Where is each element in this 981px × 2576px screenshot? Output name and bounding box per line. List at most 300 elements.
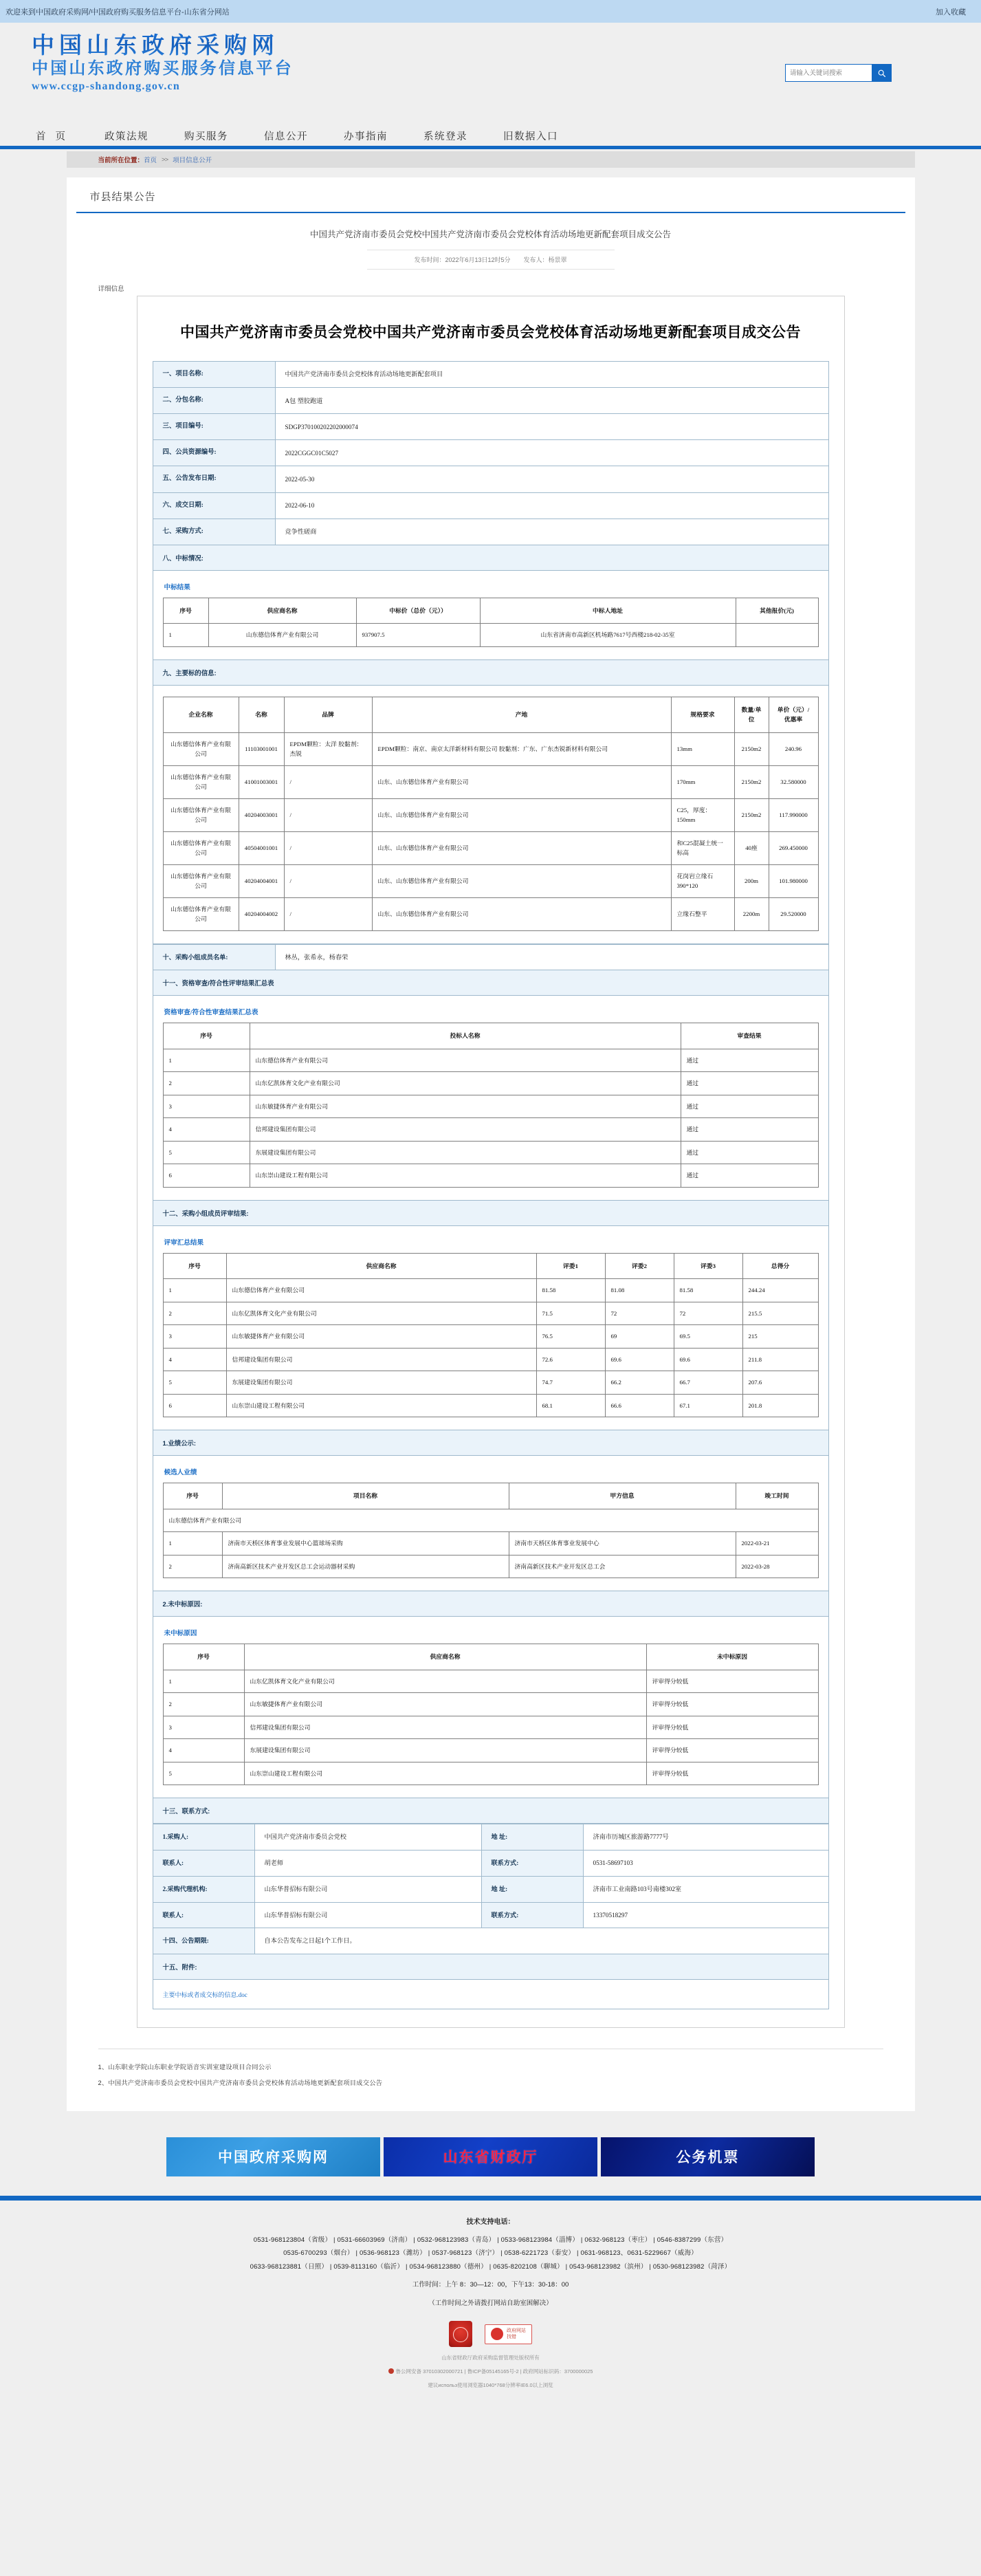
cell-spec: C25，厚度：150mm — [671, 798, 734, 831]
cell-price: 937907.5 — [356, 624, 480, 647]
welcome-text: 欢迎来到中国政府采购网/中国政府购买服务信息平台-山东省分网站 — [5, 8, 230, 17]
cell-judge-1: 76.5 — [536, 1325, 605, 1349]
cell-result: 通过 — [681, 1118, 818, 1142]
cell-other-price — [736, 624, 818, 647]
table-row — [153, 362, 828, 388]
cell-index: 4 — [163, 1739, 244, 1762]
phone-value: 0531-58697103 — [583, 1851, 828, 1877]
site-logo[interactable] — [32, 32, 294, 94]
table-row — [163, 1394, 818, 1417]
cell-supplier: 山东崇山建设工程有限公司 — [226, 1394, 536, 1417]
phone-label: 联系方式: — [481, 1851, 583, 1877]
cell-supplier: 东展建设集团有限公司 — [226, 1371, 536, 1395]
nav-item-home[interactable]: 首 页 — [36, 131, 69, 142]
site-header — [0, 23, 981, 125]
section-8-heading: 八、中标情况: — [153, 545, 829, 571]
agency-label: 2.采购代理机构: — [153, 1876, 254, 1902]
contact-table — [153, 1824, 829, 1954]
cell-qty: 2150m2 — [734, 765, 769, 798]
national-emblem-icon — [449, 2321, 472, 2347]
breadcrumb-separator: >> — [162, 155, 168, 164]
table-header-row — [163, 1483, 818, 1509]
cell-spec: 和C25混凝土统一标高 — [671, 831, 734, 864]
main-navigation[interactable] — [0, 125, 981, 146]
breadcrumb — [67, 151, 915, 168]
site-search[interactable] — [785, 64, 892, 82]
cell-index: 3 — [163, 1095, 250, 1118]
cell-result: 通过 — [681, 1141, 818, 1164]
cell-index: 6 — [163, 1164, 250, 1188]
cell-brand: / — [284, 897, 372, 930]
cell-party-a: 济南市天桥区体育事业发展中心 — [509, 1532, 736, 1556]
breadcrumb-home[interactable]: 首页 — [144, 157, 157, 164]
address-value: 济南市历城区旅游路7777号 — [583, 1824, 828, 1851]
announcement-meta — [367, 250, 615, 270]
cell-index: 1 — [163, 1049, 250, 1072]
table-row — [153, 1902, 828, 1928]
table-row — [163, 897, 818, 930]
cell-origin: 山东、山东德信体育产业有限公司 — [372, 765, 671, 798]
agency-phone-label: 联系方式: — [481, 1902, 583, 1928]
announcement-heading: 中国共产党济南市委员会党校中国共产党济南市委员会党校体育活动场地更新配套项目成交公告 — [309, 230, 671, 239]
cell-supplier: 山东崇山建设工程有限公司 — [244, 1762, 646, 1785]
support-title: 技术支持电话： — [466, 2218, 515, 2226]
add-favorite-link[interactable]: 加入收藏 — [936, 8, 966, 17]
cell-supplier: 山东亿凯体育文化产业有限公司 — [244, 1670, 646, 1693]
banner-shandong-finance[interactable] — [384, 2137, 597, 2176]
table-row — [163, 798, 818, 831]
badge-line-2: 找错 — [507, 2335, 516, 2340]
related-announcements — [98, 2049, 883, 2087]
cell-brand: / — [284, 765, 372, 798]
cell-judge-1: 81.58 — [536, 1279, 605, 1302]
col-judge-1: 评委1 — [536, 1253, 605, 1279]
cell-name: 40204004002 — [239, 897, 284, 930]
logo-title-cn: 中国山东政府采购网 — [32, 32, 294, 60]
cell-judge-3: 81.58 — [674, 1279, 742, 1302]
cell-name: 40504001001 — [239, 831, 284, 864]
cell-result: 通过 — [681, 1095, 818, 1118]
cell-judge-3: 66.7 — [674, 1371, 742, 1395]
col-result: 审查结果 — [681, 1023, 818, 1049]
cell-index: 2 — [163, 1555, 222, 1578]
meta-key: 三、项目编号: — [153, 414, 275, 440]
table-row — [153, 1824, 828, 1851]
cell-date: 2022-03-21 — [736, 1532, 818, 1556]
table-row — [163, 1279, 818, 1302]
meta-key: 四、公共资源编号: — [153, 440, 275, 466]
working-hours: 工作时间：上午 8：30—12：00，下午13：30-18：00 — [412, 2281, 569, 2289]
notice-period-label: 十四、公告期限: — [153, 1928, 254, 1954]
logo-subtitle-cn: 中国山东政府购买服务信息平台 — [32, 60, 294, 78]
table-row — [163, 1762, 818, 1785]
table-row — [163, 1555, 818, 1578]
table-row — [163, 1371, 818, 1395]
meta-value: 2022-06-10 — [275, 492, 828, 519]
detail-label: 详细信息 — [98, 285, 124, 293]
performance-table — [163, 1483, 819, 1578]
cell-index: 3 — [163, 1716, 244, 1739]
purchaser-value: 中国共产党济南市委员会党校 — [254, 1824, 481, 1851]
nav-item-services[interactable]: 购买服务 — [184, 131, 229, 142]
gov-website-report-badge[interactable] — [485, 2324, 532, 2344]
table-header-row — [163, 1644, 818, 1670]
cell-index: 2 — [163, 1693, 244, 1716]
cell-unit-price: 29.520000 — [769, 897, 818, 930]
col-index: 序号 — [163, 1253, 226, 1279]
cell-enterprise: 山东德信体育产业有限公司 — [163, 732, 239, 765]
badge-line-1: 政府网站 — [507, 2328, 526, 2333]
publisher: 发布人：杨景翠 — [523, 256, 567, 263]
cell-brand: / — [284, 798, 372, 831]
cell-index: 4 — [163, 1348, 226, 1371]
search-input[interactable] — [786, 65, 872, 81]
cell-total: 215 — [742, 1325, 818, 1349]
section-10-table — [153, 944, 829, 971]
cell-unit-price: 269.450000 — [769, 831, 818, 864]
cell-bidder: 信邦建设集团有限公司 — [250, 1118, 681, 1142]
section-9-heading: 九、主要标的信息: — [153, 660, 829, 686]
meta-key: 五、公告发布日期: — [153, 466, 275, 492]
cell-index: 1 — [163, 1670, 244, 1693]
cell-qty: 200m — [734, 864, 769, 897]
table-row — [163, 1670, 818, 1693]
footer-seals — [0, 2310, 981, 2353]
cell-supplier: 山东亿凯体育文化产业有限公司 — [226, 1302, 536, 1325]
cell-reason: 评审得分较低 — [646, 1693, 818, 1716]
col-index: 序号 — [163, 1644, 244, 1670]
nav-item-disclosure[interactable]: 信息公开 — [264, 131, 309, 142]
table-row — [153, 1851, 828, 1877]
table-row — [163, 1532, 818, 1556]
table-header-row — [163, 697, 818, 732]
list-item[interactable]: 1、山东职业学院山东职业学院语音实训室建设项目合同公示 — [98, 2063, 272, 2071]
cell-total: 207.6 — [742, 1371, 818, 1395]
cell-name: 40204003001 — [239, 798, 284, 831]
section-12-body — [153, 1226, 829, 1431]
meta-value: 中国共产党济南市委员会党校体育活动场地更新配套项目 — [275, 362, 828, 388]
cell-index: 1 — [163, 1532, 222, 1556]
cell-judge-1: 68.1 — [536, 1394, 605, 1417]
agency-contact-value: 山东华普招标有限公司 — [254, 1902, 481, 1928]
cell-name: 11103001001 — [239, 732, 284, 765]
notice-period-value: 自本公告发布之日起1个工作日。 — [254, 1928, 828, 1954]
cell-brand: / — [284, 831, 372, 864]
cell-spec: 花岗岩立缘石390*120 — [671, 864, 734, 897]
performance-subtitle: 候选人业绩 — [164, 1469, 197, 1477]
beian-icon — [388, 2368, 394, 2374]
meta-value: 2022CGGC01C5027 — [275, 440, 828, 466]
table-row — [163, 765, 818, 798]
cell-supplier: 山东德信体育产业有限公司 — [208, 624, 356, 647]
col-origin: 产地 — [372, 697, 671, 732]
cell-date: 2022-03-28 — [736, 1555, 818, 1578]
table-row — [153, 1876, 828, 1902]
table-row — [163, 831, 818, 864]
page-title: 市县结果公告 — [76, 177, 905, 213]
cell-judge-3: 69.6 — [674, 1348, 742, 1371]
banner-china-gov-procurement[interactable] — [166, 2137, 380, 2176]
table-row — [153, 440, 828, 466]
cell-supplier: 山东敏捷体育产业有限公司 — [244, 1693, 646, 1716]
cell-unit-price: 32.580000 — [769, 765, 818, 798]
section-11-body — [153, 996, 829, 1201]
table-row — [163, 1325, 818, 1349]
cell-enterprise: 山东德信体育产业有限公司 — [163, 864, 239, 897]
cell-enterprise: 山东德信体育产业有限公司 — [163, 765, 239, 798]
meta-key: 七、采购方式: — [153, 519, 275, 545]
document-title: 中国共产党济南市委员会党校中国共产党济南市委员会党校体育活动场地更新配套项目成交公告 — [180, 323, 801, 340]
site-footer — [0, 2201, 981, 2399]
cell-enterprise: 山东德信体育产业有限公司 — [163, 798, 239, 831]
search-icon — [877, 69, 886, 78]
cell-unit-price: 101.980000 — [769, 864, 818, 897]
cell-index: 5 — [163, 1371, 226, 1395]
cell-index: 5 — [163, 1762, 244, 1785]
cell-brand: / — [284, 864, 372, 897]
attachment-link[interactable]: 主要中标或者成交标的信息.doc — [162, 1991, 247, 1998]
cell-judge-3: 72 — [674, 1302, 742, 1325]
col-judge-2: 评委2 — [605, 1253, 674, 1279]
copyright-text: 山东省财政厅政府采购监督管理处版权所有 — [441, 2355, 540, 2361]
banner-official-air-ticket[interactable] — [601, 2137, 815, 2176]
col-address: 中标人地址 — [480, 598, 736, 624]
table-row — [163, 864, 818, 897]
col-brand: 品牌 — [284, 697, 372, 732]
cell-index: 2 — [163, 1072, 250, 1095]
cell-brand: EPDM颗粒：太洋 胶黏剂：杰锐 — [284, 732, 372, 765]
cell-index: 3 — [163, 1325, 226, 1349]
meta-key: 一、项目名称: — [153, 362, 275, 388]
col-supplier: 供应商名称 — [244, 1644, 646, 1670]
cell-supplier: 东展建设集团有限公司 — [244, 1739, 646, 1762]
cell-judge-3: 67.1 — [674, 1394, 742, 1417]
col-supplier: 供应商名称 — [226, 1253, 536, 1279]
table-row — [153, 944, 828, 970]
working-hours-note: （工作时间之外请拨打网站自助室困解决） — [428, 2299, 553, 2307]
qualification-subtitle: 资格审查/符合性审查结果汇总表 — [164, 1009, 258, 1017]
cell-index: 1 — [163, 1279, 226, 1302]
table-row — [163, 1348, 818, 1371]
bid-result-table — [163, 598, 819, 647]
cell-index: 6 — [163, 1394, 226, 1417]
nav-item-olddata[interactable]: 旧数据入口 — [503, 131, 559, 142]
col-supplier: 供应商名称 — [208, 598, 356, 624]
icp-value: 鲁公网安备 37010302000721 | 鲁ICP备05145165号-2 | 政府网站标识码：3700000025 — [395, 2368, 593, 2375]
cell-name: 40204004001 — [239, 864, 284, 897]
cell-name: 41001003001 — [239, 765, 284, 798]
table-row — [153, 1928, 828, 1954]
nav-bottom-rule — [0, 146, 981, 149]
publish-time: 发布时间：2022年6月13日12时5分 — [414, 256, 511, 263]
col-unit-price: 单价（元）/优惠率 — [769, 697, 818, 732]
table-header-row — [163, 598, 818, 624]
meta-key: 二、分包名称: — [153, 388, 275, 414]
cell-total: 244.24 — [742, 1279, 818, 1302]
meta-value: SDGP370100202202000074 — [275, 414, 828, 440]
cell-judge-2: 66.6 — [605, 1394, 674, 1417]
content-card — [67, 177, 915, 2111]
evaluation-subtitle: 评审汇总结果 — [164, 1238, 204, 1247]
agency-address-label: 地 址: — [481, 1876, 583, 1902]
cell-unit-price: 117.990000 — [769, 798, 818, 831]
meta-value: A包 塑胶跑道 — [275, 388, 828, 414]
cell-total: 215.5 — [742, 1302, 818, 1325]
cell-judge-1: 74.7 — [536, 1371, 605, 1395]
cell-bidder: 山东亿凯体育文化产业有限公司 — [250, 1072, 681, 1095]
section-12-2-heading: 2.未中标原因: — [153, 1591, 829, 1617]
cell-judge-2: 66.2 — [605, 1371, 674, 1395]
col-qty-unit: 数量/单位 — [734, 697, 769, 732]
table-row — [153, 519, 828, 545]
cell-reason: 评审得分较低 — [646, 1716, 818, 1739]
cell-origin: 山东、山东德信体育产业有限公司 — [372, 897, 671, 930]
cell-enterprise: 山东德信体育产业有限公司 — [163, 897, 239, 930]
cell-bidder: 东展建设集团有限公司 — [250, 1141, 681, 1164]
cell-index: 5 — [163, 1141, 250, 1164]
qualification-table — [163, 1023, 819, 1188]
evaluation-table — [163, 1253, 819, 1418]
section-12-heading: 十二、采购小组成员评审结果: — [153, 1201, 829, 1226]
cell-unit-price: 240.96 — [769, 732, 818, 765]
table-row — [163, 1118, 818, 1142]
table-row — [163, 624, 818, 647]
table-row — [163, 1095, 818, 1118]
cell-party-a: 济南高新区技术产业开发区总工会 — [509, 1555, 736, 1578]
cell-supplier: 山东敏捷体育产业有限公司 — [226, 1325, 536, 1349]
table-row — [153, 388, 828, 414]
cell-supplier: 信邦建设集团有限公司 — [226, 1348, 536, 1371]
cell-supplier: 信邦建设集团有限公司 — [244, 1716, 646, 1739]
col-reason: 未中标原因 — [646, 1644, 818, 1670]
banner-label: 中国政府采购网 — [218, 2149, 329, 2166]
table-row — [153, 466, 828, 492]
cell-reason: 评审得分较低 — [646, 1762, 818, 1785]
section-12-1-body — [153, 1456, 829, 1591]
table-row — [163, 1164, 818, 1188]
cell-judge-3: 69.5 — [674, 1325, 742, 1349]
cell-spec: 170mm — [671, 765, 734, 798]
col-complete-date: 竣工时间 — [736, 1483, 818, 1509]
cell-judge-2: 69 — [605, 1325, 674, 1349]
address-label: 地 址: — [481, 1824, 583, 1851]
col-judge-3: 评委3 — [674, 1253, 742, 1279]
table-row — [163, 1141, 818, 1164]
cell-qty: 2150m2 — [734, 732, 769, 765]
section-12-1-heading: 1.业绩公示: — [153, 1430, 829, 1456]
table-row — [153, 492, 828, 519]
nav-item-login[interactable]: 系统登录 — [423, 131, 468, 142]
cell-result: 通过 — [681, 1049, 818, 1072]
table-row — [153, 414, 828, 440]
cell-judge-1: 71.5 — [536, 1302, 605, 1325]
cell-project: 济南市天桥区体育事业发展中心篮球场采购 — [222, 1532, 509, 1556]
table-row — [163, 1693, 818, 1716]
table-row — [163, 1739, 818, 1762]
cell-result: 通过 — [681, 1164, 818, 1188]
section-13-heading: 十三、联系方式: — [153, 1798, 829, 1824]
table-row — [163, 732, 818, 765]
contact-value: 胡老师 — [254, 1851, 481, 1877]
report-icon — [491, 2328, 503, 2340]
search-button[interactable] — [872, 65, 891, 81]
col-name: 名称 — [239, 697, 284, 732]
table-row — [163, 1302, 818, 1325]
cell-qty: 2150m2 — [734, 798, 769, 831]
section-8-body — [153, 571, 829, 660]
table-row — [163, 1716, 818, 1739]
table-header-row — [163, 1023, 818, 1049]
section-9-body — [153, 686, 829, 944]
footer-top-rule — [0, 2196, 981, 2201]
col-bidder: 投标人名称 — [250, 1023, 681, 1049]
support-phones-line-3: 0633-968123881（日照） | 0539-8113160（临沂） | 0534-968123880（德州） | 0635-8202108（聊城） | 0543-968123982（滨州） | 0530-968123982（菏泽） — [250, 2262, 731, 2271]
nav-item-guide[interactable]: 办事指南 — [344, 131, 388, 142]
support-phones-line-2: 0535-6700293（烟台） | 0536-968123（潍坊） | 0537-968123（济宁） | 0538-6221723（泰安） | 0631-968123、0631-5229667（威海） — [283, 2249, 698, 2258]
committee-label: 十、采购小组成员名单: — [153, 944, 275, 970]
resolution-text: 建议использ使用浏览器1040*768分辨率IE6.0以上浏览 — [428, 2381, 553, 2388]
purchaser-label: 1.采购人: — [153, 1824, 254, 1851]
committee-members: 林丛，张希永，杨春荣 — [275, 944, 828, 970]
cell-origin: 山东、山东德信体育产业有限公司 — [372, 864, 671, 897]
table-row — [163, 1072, 818, 1095]
announcement-document — [137, 296, 845, 2028]
col-spec: 规格要求 — [671, 697, 734, 732]
agency-address-value: 济南市工业南路103号南楼302室 — [583, 1876, 828, 1902]
table-header-row — [163, 1253, 818, 1279]
cell-reason: 评审得分较低 — [646, 1739, 818, 1762]
cell-origin: EPDM颗粒：南京、南京太洋新材料有限公司 胶黏剂：广东、广东杰锐新材料有限公司 — [372, 732, 671, 765]
table-row — [163, 1049, 818, 1072]
cell-spec: 13mm — [671, 732, 734, 765]
cell-bidder: 山东崇山建设工程有限公司 — [250, 1164, 681, 1188]
agency-value: 山东华普招标有限公司 — [254, 1876, 481, 1902]
contact-label: 联系人: — [153, 1851, 254, 1877]
section-12-2-body — [153, 1617, 829, 1798]
cell-total: 211.8 — [742, 1348, 818, 1371]
banner-label: 山东省财政厅 — [443, 2149, 538, 2166]
unsuccessful-subtitle: 未中标原因 — [164, 1630, 197, 1638]
cell-index: 2 — [163, 1302, 226, 1325]
breadcrumb-current[interactable]: 项目信息公开 — [173, 157, 212, 164]
cell-origin: 山东、山东德信体育产业有限公司 — [372, 798, 671, 831]
logo-url: www.ccgp-shandong.gov.cn — [32, 80, 180, 93]
col-index: 序号 — [163, 1023, 250, 1049]
cell-index: 1 — [163, 624, 208, 647]
cell-judge-2: 81.08 — [605, 1279, 674, 1302]
page-container — [67, 151, 915, 2111]
bid-result-subtitle: 中标结果 — [164, 583, 190, 591]
goods-info-table — [163, 697, 819, 931]
section-15-heading: 十五、附件: — [153, 1954, 829, 1980]
cell-judge-2: 69.6 — [605, 1348, 674, 1371]
cell-index: 4 — [163, 1118, 250, 1142]
list-item[interactable]: 2、中国共产党济南市委员会党校中国共产党济南市委员会党校体育活动场地更新配套项目成交公告 — [98, 2079, 383, 2086]
cell-judge-2: 72 — [605, 1302, 674, 1325]
nav-item-policy[interactable]: 政策法规 — [104, 131, 149, 142]
cell-qty: 40座 — [734, 831, 769, 864]
top-welcome-bar — [0, 0, 981, 23]
agency-contact-label: 联系人: — [153, 1902, 254, 1928]
icp-text — [0, 2366, 981, 2380]
cell-result: 通过 — [681, 1072, 818, 1095]
cell-bidder: 山东敏捷体育产业有限公司 — [250, 1095, 681, 1118]
agency-phone-value: 13370518297 — [583, 1902, 828, 1928]
cell-supplier: 山东德信体育产业有限公司 — [226, 1279, 536, 1302]
col-project: 项目名称 — [222, 1483, 509, 1509]
breadcrumb-label: 当前所在位置： — [98, 157, 144, 164]
col-price: 中标价（总价（元）） — [356, 598, 480, 624]
